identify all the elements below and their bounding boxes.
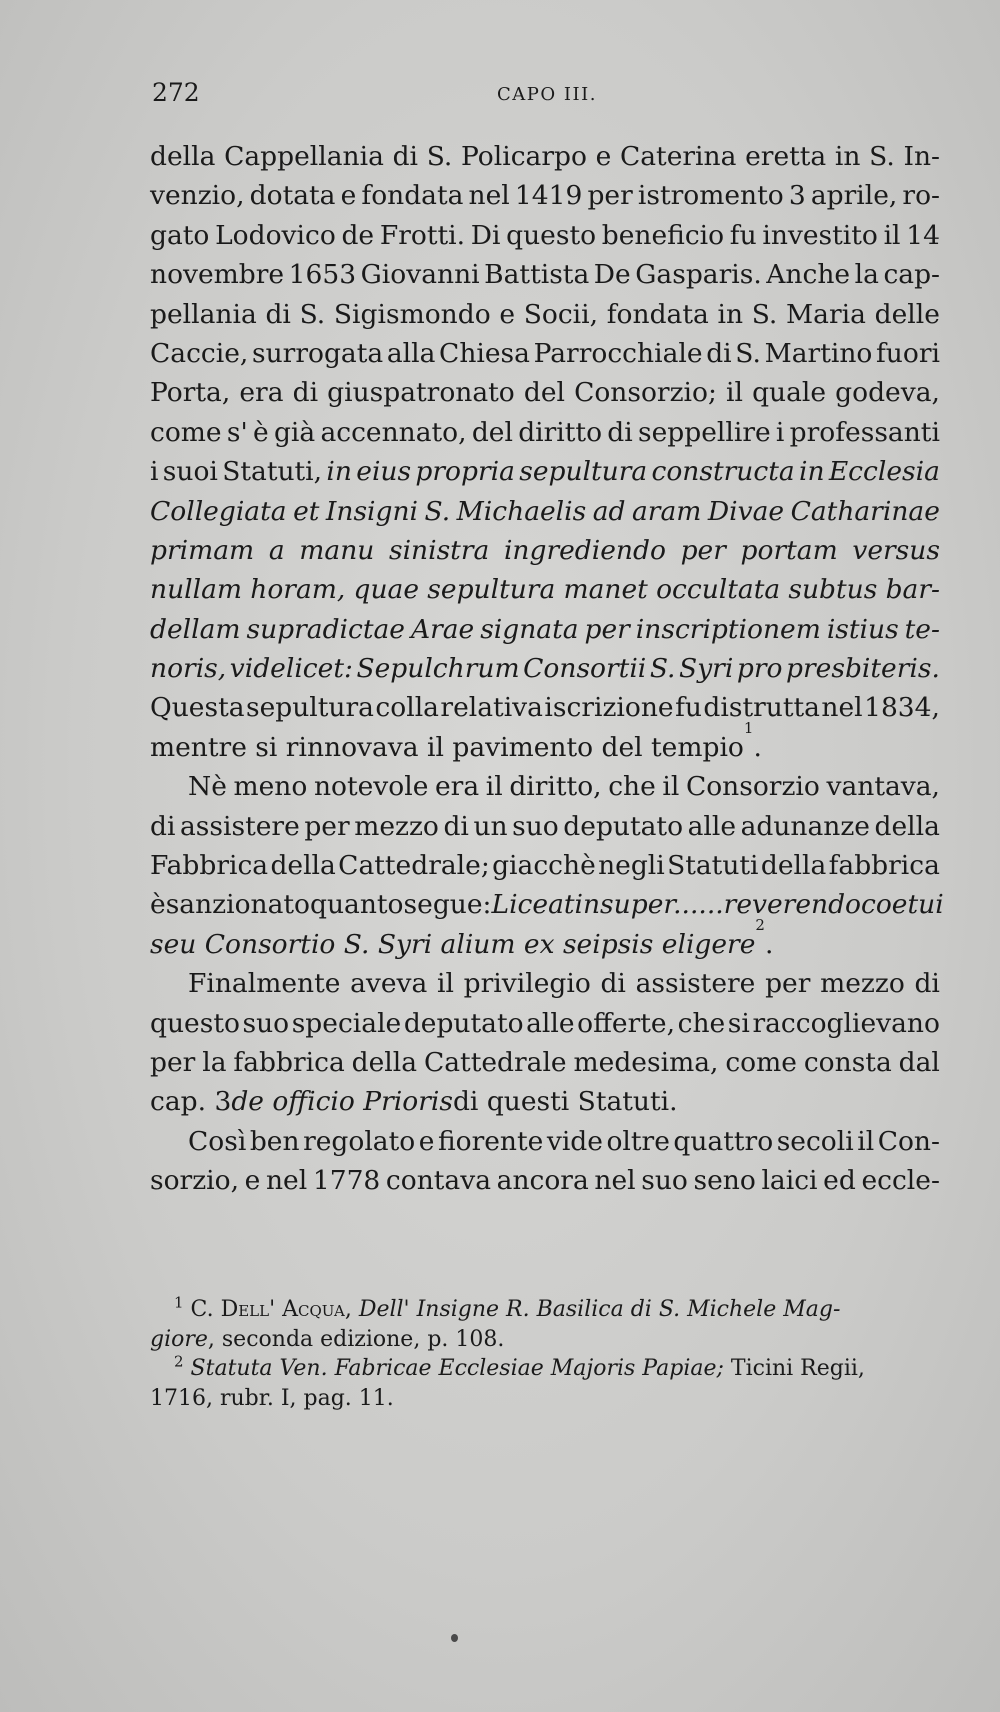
word: Cappellania <box>224 141 384 172</box>
word: Maria <box>786 298 866 330</box>
word: S. <box>649 653 676 685</box>
word: Consortii <box>523 653 647 685</box>
word: Consorzio; <box>574 377 717 409</box>
word: per <box>680 534 726 566</box>
word: dellam <box>150 613 241 645</box>
word: inscriptionem <box>635 613 821 645</box>
word: assistere <box>180 810 300 842</box>
word: era <box>434 771 480 803</box>
word: ben <box>249 1125 300 1157</box>
word: investito <box>762 219 878 251</box>
word: bar- <box>885 574 940 606</box>
word: Finalmente <box>188 968 341 1000</box>
word: relativa <box>440 692 543 724</box>
footnotes <box>150 1295 940 1413</box>
word: fabbrica <box>233 1046 345 1078</box>
text-line <box>150 531 940 570</box>
word: istius <box>826 613 899 645</box>
word: per <box>584 613 630 645</box>
word: signata <box>480 613 579 645</box>
word: distrutta <box>703 692 820 724</box>
word: Liceat <box>491 889 575 921</box>
text-line <box>150 885 944 924</box>
word: consta <box>803 1046 892 1078</box>
word: e <box>499 298 516 330</box>
word: Ecclesia <box>828 456 940 488</box>
word: Nè <box>188 771 227 803</box>
word: si <box>727 1007 750 1039</box>
word: del <box>523 377 565 409</box>
text-line <box>150 1004 940 1043</box>
word: accennato, <box>320 416 467 448</box>
word: ad <box>592 495 626 527</box>
footnote-ref: 1 <box>743 718 754 737</box>
word: Divae <box>707 495 785 527</box>
word: di <box>150 810 176 842</box>
word: il <box>726 377 743 409</box>
text-line <box>150 649 940 688</box>
word: quae <box>353 574 420 606</box>
word: subtus <box>788 574 878 606</box>
text-line <box>150 846 940 885</box>
word: di <box>600 968 626 1000</box>
footnote-ref: 2 <box>755 915 765 934</box>
word: Con- <box>877 1125 940 1157</box>
word: assistere <box>635 968 756 1000</box>
word: è <box>150 889 166 921</box>
word: medesima, <box>573 1046 719 1078</box>
word: venzio, <box>150 180 245 212</box>
word: constructa <box>651 456 795 488</box>
word: istromento <box>637 180 784 212</box>
word: dotata <box>249 180 336 212</box>
word: suo <box>512 810 559 842</box>
word: horam, <box>250 574 346 606</box>
word: S. <box>424 495 451 527</box>
word: e <box>595 141 612 172</box>
word: quattro <box>673 1125 774 1157</box>
footnote-continuation: 1716, rubr. I, pag. 11. <box>150 1385 394 1411</box>
word: 3 <box>788 180 806 212</box>
running-head: CAPO III. <box>497 84 597 105</box>
word: S. <box>299 298 326 330</box>
word: nullam <box>150 574 243 606</box>
paper-speck <box>451 1634 458 1642</box>
word: secoli <box>776 1125 854 1157</box>
word: sanzionato <box>165 889 311 921</box>
word: fu <box>675 692 702 724</box>
word: in <box>798 456 825 488</box>
word: fondata <box>361 180 464 212</box>
word: Cattedrale; <box>338 850 490 882</box>
word: S. <box>751 298 778 330</box>
word: iscrizione <box>544 692 674 724</box>
text-line <box>150 767 940 806</box>
word: raccoglievano <box>752 1007 940 1039</box>
word: come <box>725 1046 797 1078</box>
word: professanti <box>789 416 940 448</box>
word: Anche <box>766 259 851 291</box>
word: ro- <box>902 180 940 212</box>
word: nel <box>594 1165 636 1197</box>
word: In- <box>903 141 940 172</box>
footnote-continuation: giore , seconda edizione, p. 108. <box>150 1326 505 1352</box>
word: per <box>765 968 811 1000</box>
word: della <box>760 850 827 882</box>
word: Fabbrica <box>150 850 269 882</box>
word: il <box>662 771 680 803</box>
word: videlicet: <box>229 653 353 685</box>
word: Lodovico <box>215 219 336 251</box>
word: in <box>326 456 352 488</box>
word: i <box>150 456 159 488</box>
word: Socii, <box>523 298 599 330</box>
word: per <box>587 180 633 212</box>
word: Catharinae <box>790 495 940 527</box>
word: Sepulchrum <box>356 653 520 685</box>
word: il <box>485 771 503 803</box>
word: che <box>677 1007 726 1039</box>
body-text <box>150 137 944 1201</box>
word: ed <box>823 1165 856 1197</box>
word: Caccie, <box>150 337 249 369</box>
word: Gasparis. <box>635 259 762 291</box>
word: manet <box>563 574 648 606</box>
text-line <box>150 295 940 334</box>
word: notevole <box>313 771 429 803</box>
word: diritto <box>518 416 603 448</box>
word: sepultura <box>245 692 374 724</box>
word: di <box>607 416 633 448</box>
word: Statuti, <box>222 456 323 488</box>
page-header <box>152 78 930 112</box>
word: questo <box>150 1007 240 1039</box>
word: beneficio <box>601 219 725 251</box>
word: i <box>775 416 785 448</box>
word: eretta <box>745 141 827 172</box>
word: questo <box>506 219 597 251</box>
text-line <box>150 570 940 609</box>
word: è <box>253 416 269 448</box>
word: aprile, <box>810 180 898 212</box>
word: Policarpo <box>461 141 587 172</box>
word: e <box>418 1125 435 1157</box>
word: Syri <box>679 653 734 685</box>
word: mezzo <box>354 810 439 842</box>
word: novembre <box>150 259 285 291</box>
word: Così <box>188 1125 247 1157</box>
word: Sigismondo <box>333 298 491 330</box>
word: Arae <box>410 613 475 645</box>
word: del <box>471 416 513 448</box>
word: Michaelis <box>456 495 587 527</box>
word: S. <box>426 141 453 172</box>
word: propria <box>415 456 515 488</box>
word: della <box>270 850 336 882</box>
word: alla <box>386 337 436 369</box>
word: portam <box>740 534 838 566</box>
word: 1834, <box>864 692 940 724</box>
word: fondata <box>606 298 709 330</box>
word: suo <box>242 1007 290 1039</box>
word: Di <box>470 219 501 251</box>
word: deputato <box>403 1007 524 1039</box>
word: Consorzio <box>685 771 820 803</box>
word: aveva <box>350 968 428 1000</box>
footnote: $^2$ Statuta Ven. Fabricae Ecclesiae Majoris Papiae; Ticini Regii, <box>174 1352 865 1381</box>
word: pro <box>736 653 783 685</box>
word: di <box>914 968 940 1000</box>
text-line <box>150 1161 940 1200</box>
word: quale <box>752 377 827 409</box>
text-line <box>150 373 940 412</box>
word: segue: <box>403 889 492 921</box>
word: di <box>292 377 319 409</box>
word: godeva, <box>835 377 940 409</box>
word: nel <box>468 180 510 212</box>
word: De <box>593 259 631 291</box>
word: il <box>437 968 454 1000</box>
word: primam <box>150 534 255 566</box>
text-line <box>150 1122 940 1161</box>
word: fuori <box>876 337 940 369</box>
word: della <box>351 1046 418 1078</box>
word: privilegio <box>463 968 591 1000</box>
word: presbiteris. <box>786 653 940 685</box>
word: S. <box>735 337 761 369</box>
word: il <box>857 1125 875 1157</box>
word: Giovanni <box>360 259 480 291</box>
word: eccle- <box>861 1165 940 1197</box>
word: Chiesa <box>439 337 530 369</box>
word: contava <box>385 1165 492 1197</box>
word: fiorente <box>437 1125 544 1157</box>
word: noris, <box>150 653 227 685</box>
word: oltre <box>606 1125 670 1157</box>
word: suoi <box>162 456 218 488</box>
word: giuspatronato <box>327 377 515 409</box>
word: alle <box>687 810 737 842</box>
text-line <box>150 1043 940 1082</box>
word: surrogata <box>252 337 384 369</box>
word: fabbrica <box>828 850 940 882</box>
word: e <box>340 180 357 212</box>
word: negli <box>598 850 665 882</box>
word: come <box>150 416 222 448</box>
word: 14 <box>906 219 940 251</box>
word: Frotti. <box>379 219 466 251</box>
word: Questa <box>150 692 245 724</box>
word: offerte, <box>577 1007 676 1039</box>
word: occultata <box>656 574 781 606</box>
text-line <box>150 137 940 176</box>
text-line <box>150 452 940 491</box>
word: sepultura <box>427 574 556 606</box>
word: Statuti <box>667 850 759 882</box>
word: sorzio, <box>150 1165 240 1197</box>
word: regolato <box>303 1125 416 1157</box>
word: suo <box>641 1165 688 1197</box>
word: 1419 <box>514 180 583 212</box>
text-line: cap. 3 de officio Prioris di questi Statuti. <box>150 1086 678 1118</box>
word: seppellire <box>638 416 771 448</box>
word: Battista <box>484 259 590 291</box>
word: quanto <box>310 889 404 921</box>
word: per <box>304 810 350 842</box>
word: la <box>202 1046 227 1078</box>
text-line <box>150 334 940 373</box>
text-line <box>150 216 940 255</box>
word: in <box>717 298 744 330</box>
word: Parrocchiale <box>533 337 703 369</box>
word: S. <box>869 141 895 172</box>
text-line <box>150 964 940 1003</box>
word: alle <box>526 1007 575 1039</box>
word: 1653 <box>288 259 357 291</box>
word: Insigni <box>325 495 419 527</box>
word: reverendo <box>723 889 862 921</box>
word: di <box>265 298 291 330</box>
word: de <box>341 219 375 251</box>
word: vide <box>546 1125 603 1157</box>
word: Martino <box>764 337 873 369</box>
text-line: mentre si rinnovava il pavimento del tempio 1 . <box>150 728 940 767</box>
word: aram <box>632 495 702 527</box>
word: et <box>293 495 320 527</box>
text-line <box>150 413 940 452</box>
word: coetui <box>861 889 944 921</box>
word: mezzo <box>820 968 905 1000</box>
text-line <box>150 688 940 727</box>
word: eius <box>356 456 412 488</box>
word: 1778 <box>312 1165 381 1197</box>
word: sepultura <box>519 456 648 488</box>
word: a <box>268 534 285 566</box>
page-number: 272 <box>152 78 200 107</box>
word: la <box>854 259 879 291</box>
text-line: seu Consortio S. Syri alium ex seipsis eligere 2 . <box>150 925 940 964</box>
word: versus <box>852 534 940 566</box>
word: fu <box>729 219 757 251</box>
word: Cattedrale <box>423 1046 567 1078</box>
word: diritto, <box>509 771 602 803</box>
word: il <box>883 219 901 251</box>
word: te- <box>904 613 940 645</box>
word: dal <box>898 1046 940 1078</box>
word: supradictae <box>246 613 405 645</box>
word: Porta, <box>150 377 231 409</box>
word: s' <box>226 416 248 448</box>
word: speciale <box>291 1007 402 1039</box>
word: delle <box>874 298 940 330</box>
word: vantava, <box>826 771 940 803</box>
word: nel <box>821 692 863 724</box>
word: laici <box>761 1165 818 1197</box>
word: colla <box>375 692 439 724</box>
word: della <box>874 810 940 842</box>
word: ingrediendo <box>503 534 666 566</box>
word: di <box>706 337 732 369</box>
footnote: $^1$ C. Dell' Acqua, Dell' Insigne R. Basilica di S. Michele Mag- <box>174 1293 841 1322</box>
word: di <box>392 141 419 172</box>
word: seno <box>693 1165 756 1197</box>
word: meno <box>233 771 308 803</box>
word: della <box>150 141 216 172</box>
word: insuper...... <box>574 889 724 921</box>
word: per <box>150 1046 196 1078</box>
word: Collegiata <box>150 495 287 527</box>
text-line <box>150 176 940 215</box>
word: nel <box>265 1165 308 1197</box>
word: un <box>473 810 508 842</box>
text-line <box>150 807 940 846</box>
text-line <box>150 610 940 649</box>
word: sinistra <box>388 534 490 566</box>
word: cap- <box>883 259 940 291</box>
word: di <box>443 810 469 842</box>
word: manu <box>299 534 375 566</box>
word: era <box>239 377 284 409</box>
word: già <box>273 416 316 448</box>
word: deputato <box>563 810 684 842</box>
word: ancora <box>496 1165 589 1197</box>
word: gato <box>150 219 210 251</box>
text-line <box>150 255 940 294</box>
word: che <box>608 771 656 803</box>
word: giacchè <box>492 850 596 882</box>
word: in <box>834 141 861 172</box>
word: Caterina <box>619 141 737 172</box>
word: pellania <box>150 298 257 330</box>
word: adunanze <box>740 810 870 842</box>
text-line <box>150 492 940 531</box>
word: e <box>244 1165 261 1197</box>
